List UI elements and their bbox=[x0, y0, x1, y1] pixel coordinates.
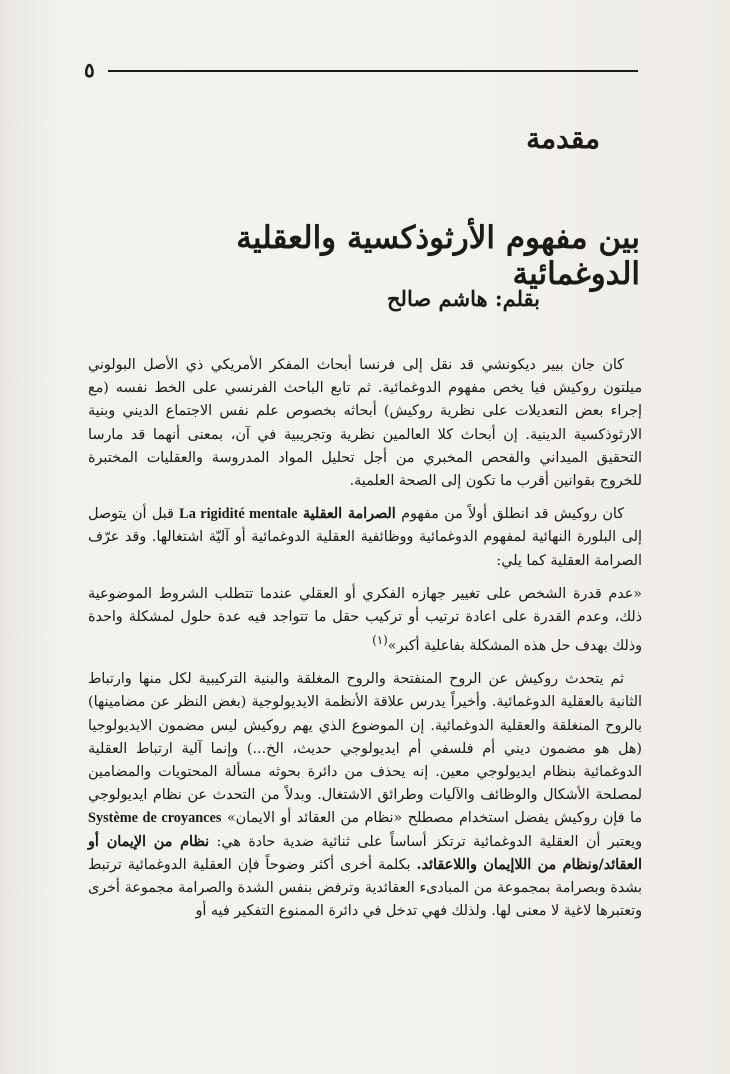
article-body bbox=[88, 354, 642, 933]
header-rule bbox=[108, 70, 638, 72]
paragraph-4-text-b: ويعتبر أن العقلية الدوغمائية ترتكز أساساً على ثنائية ضدية حادة هي: bbox=[216, 833, 643, 850]
paragraph-2 bbox=[88, 503, 642, 573]
section-heading: مقدمة bbox=[526, 122, 600, 155]
definition-quote bbox=[88, 583, 642, 658]
paragraph-2-text-b: قبل أن يتوصل إلى البلورة النهائية لمفهوم الدوغمائية ووظائفية العقلية الدوغمائية أو آليّة اشتغالها. وقد عرّف الصرامة العقلية كما يلي: bbox=[88, 506, 642, 569]
paragraph-4-text-c: بكلمة أخرى أكثر وضوحاً فإن العقلية الدوغمائية ترتبط بشدة وبصرامة بمجموعة من المبادىء العقائدية وترفض بنفس الشدة والصرامة مجموعة أخرى وتعتبرها لاغية لا معنى لها. ولذلك فهي تدخل في دائرة الممنوع التفكير فيه أو bbox=[88, 856, 642, 920]
quote-text: «عدم قدرة الشخص على تغيير جهازه الفكري أو العقلي عندما تتطلب الشروط الموضوعية ذلك، وعدم القدرة على اعادة ترتيب أو تركيب حقل ما تتواجد فيه عدة حلول لمشكلة واحدة وذلك بهدف حل هذه المشكلة بفاعلية أكبر» bbox=[88, 585, 642, 654]
belief-dichotomy: نظام من الإيمان أو العقائد/ونظام من اللاإيمان واللاعقائد. bbox=[88, 833, 642, 873]
paragraph-4 bbox=[88, 668, 642, 923]
author-byline: بقلم: هاشم صالح bbox=[387, 286, 540, 311]
term-arabic-rigidity: الصرامة العقلية bbox=[302, 506, 396, 523]
footnote-marker: (١) bbox=[372, 633, 388, 648]
paragraph-1: كان جان بيير ديكونشي قد نقل إلى فرنسا أبحاث المفكر الأمريكي ذي الأصل البولوني ميلتون روكيش فيا يخص مفهوم الدوغمائية. ثم تابع الباحث الفرنسي على الخط نفسه (مع إجراء بعض التعديلات على نظرية روكيش) أبحاثه بخصوص علم نفس الاجتماع الديني وبنية الارثوذكسية الدينية. إن أبحاث كلا العالمين نظرية وتجريبية في آن، بمعنى أنهما قد مارسا التحقيق الميداني والفحص المخبري من أجل تحليل المواد المدروسة والعقليات المختبرة للخروج بقوانين أقرب ما تكون إلى الصحة العلمية. bbox=[88, 357, 642, 490]
paragraph-2-text-a: كان روكيش قد انطلق أولاً من مفهوم bbox=[401, 506, 624, 523]
paragraph-4-text-a: ثم يتحدث روكيش عن الروح المنفتحة والروح المغلقة والبنية التركيبية لكل منها وارتباط الثانية بالعقلية الدوغمائية. وأخيراً يدرس علاقة الأنظمة الايديولوجية (بغض النظر عن مضامينها) بالروح المنغلقة والعقلية الدوغمائية. إن الموضوع الذي يهم روكيش ليس مضمون الايديولوجيا (هل هو مضمون ديني أم فلسفي أم ايديولوجي حديث، الخ...) وإنما آلية ارتباط العقلية الدوغمائية بنظام ايديولوجي معين. إنه يحذف من دائرة بحوثه مسألة المحتويات والمضامين لمصلحة الأشكال والوظائف والآليات وطرائق الاشتغال. وبدلاً من التحدث عن نظام ايديولوجي ما فإن روكيش يفضل استخدام مصطلح «نظام من العقائد أو الايمان» bbox=[88, 671, 642, 827]
term-french-rigidity: La rigidité mentale bbox=[179, 506, 298, 523]
term-french-belief-system: Système de croyances bbox=[88, 810, 222, 827]
page-number: ٥ bbox=[84, 58, 95, 82]
article-title: بين مفهوم الأرثوذكسية والعقلية الدوغمائية bbox=[236, 220, 640, 292]
